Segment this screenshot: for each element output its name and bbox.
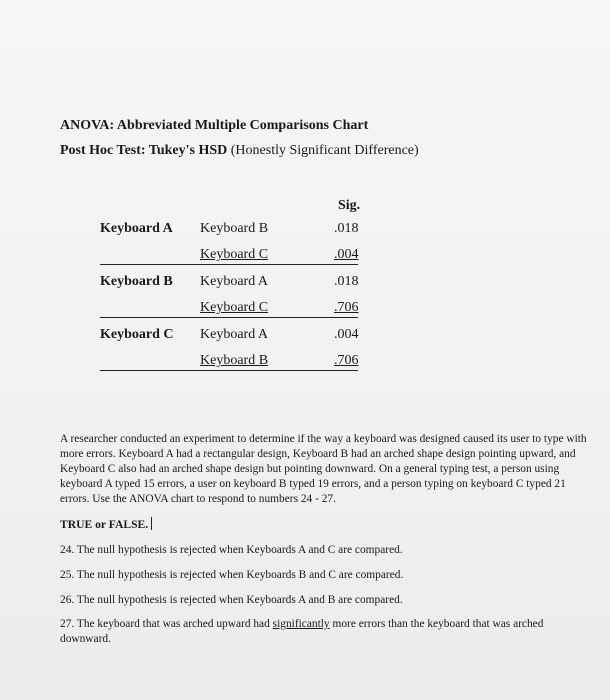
chart-title: ANOVA: Abbreviated Multiple Comparisons Chart bbox=[60, 118, 369, 133]
subtitle-bold: Post Hoc Test: Tukey's HSD bbox=[60, 143, 228, 158]
compare-label: Keyboard B bbox=[200, 221, 269, 236]
compare-label: Keyboard C bbox=[200, 300, 269, 315]
q27-significantly: significantly bbox=[272, 618, 330, 630]
q27-end: more errors than the keyboard that was arched downward. bbox=[60, 618, 544, 645]
compare-label: Keyboard A bbox=[200, 274, 269, 289]
sig-column-header: Sig. bbox=[338, 198, 361, 213]
instruction-label: TRUE or FALSE. bbox=[60, 518, 149, 531]
sig-value: .004 bbox=[334, 327, 359, 342]
q27-start: 27. The keyboard that was arched upward had bbox=[60, 618, 273, 630]
group-label: Keyboard B bbox=[100, 274, 173, 289]
text-cursor bbox=[151, 517, 152, 530]
group-divider bbox=[100, 264, 358, 265]
sig-value: .018 bbox=[334, 221, 359, 236]
compare-label: Keyboard B bbox=[200, 353, 269, 368]
group-divider bbox=[100, 317, 358, 318]
sig-value: .706 bbox=[334, 353, 359, 368]
compare-label: Keyboard C bbox=[200, 247, 269, 262]
subtitle-rest: (Honestly Significant Difference) bbox=[227, 143, 419, 158]
scenario-paragraph: A researcher conducted an experiment to determine if the way a keyboard was designed caused its user to type with more errors. Keyboard A had a rectangular design, Keyboard B had an arched shape design pointing upward, and Keyboard C also had an arched shape design but pointing downward. On a general typing test, a person using keyboard A typed 15 errors, a user on keyboard B typed 19 errors, and a person typing on keyboard C typed 21 errors. Use the ANOVA chart to respond to numbers 24 - 27. bbox=[60, 433, 587, 505]
group-divider bbox=[100, 370, 358, 371]
question-24: 24. The null hypothesis is rejected when Keyboards A and C are compared. bbox=[60, 544, 403, 556]
group-label: Keyboard C bbox=[100, 327, 174, 342]
chart-subtitle bbox=[60, 143, 419, 159]
instruction-text[interactable] bbox=[60, 517, 152, 531]
question-25: 25. The null hypothesis is rejected when Keyboards B and C are compared. bbox=[60, 569, 404, 581]
question-26: 26. The null hypothesis is rejected when Keyboards A and B are compared. bbox=[60, 594, 403, 606]
group-label: Keyboard A bbox=[100, 221, 173, 236]
compare-label: Keyboard A bbox=[200, 327, 269, 342]
question-27 bbox=[60, 617, 590, 647]
sig-value: .706 bbox=[334, 300, 359, 315]
sig-value: .004 bbox=[334, 247, 359, 262]
sig-value: .018 bbox=[334, 274, 359, 289]
